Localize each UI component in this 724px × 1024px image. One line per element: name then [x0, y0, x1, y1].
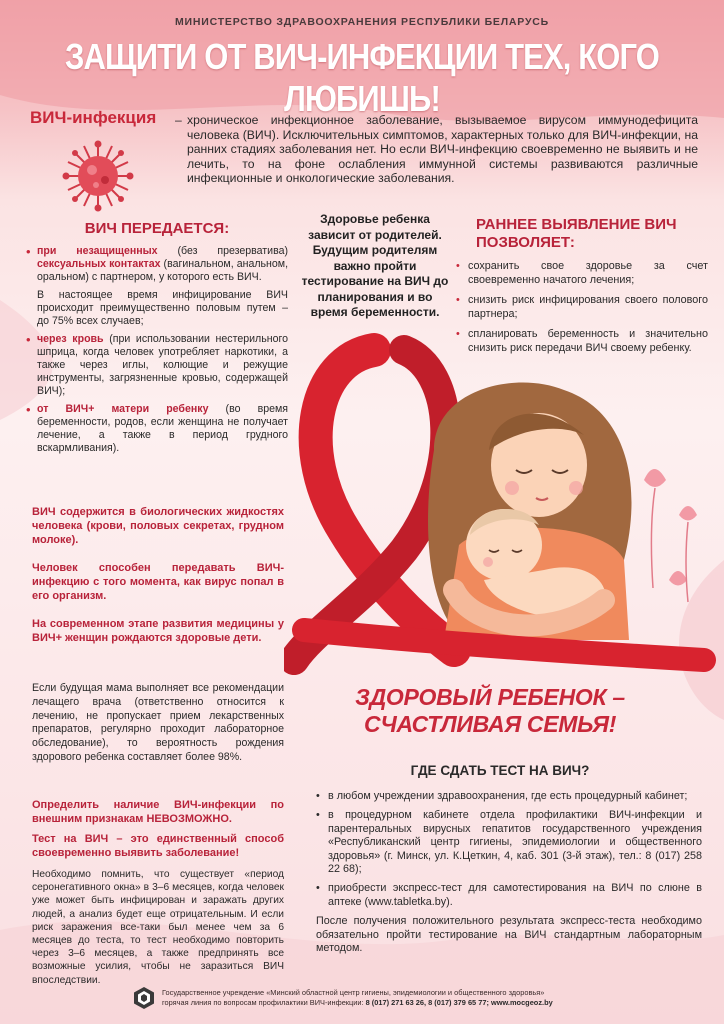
- footer: [0, 976, 724, 1024]
- fact-only-way: Тест на ВИЧ – это единственный способ своевременно выявить заболевание!: [32, 833, 284, 859]
- fact-impossible: Определить наличие ВИЧ-инфекции по внешним признакам НЕВОЗМОЖНО.: [32, 799, 284, 825]
- early-detection-section: [456, 216, 708, 362]
- list-item: • приобрести экспресс-тест для самотестирования на ВИЧ по слюне в аптеке (www.tabletka.by).: [316, 882, 702, 909]
- item-text: (без презерватива): [157, 245, 289, 257]
- fact-contagious: Человек способен передавать ВИЧ-инфекцию с того момента, как вирус попал в его организм.: [32, 562, 284, 602]
- test-heading: ГДЕ СДАТЬ ТЕСТ НА ВИЧ?: [410, 763, 590, 778]
- list-item: • в процедурном кабинете отдела профилактики ВИЧ-инфекции и парентеральных вирусных гепатитов государственного учреждения «Республиканский центр гигиены, эпидемиологии и общественного здоровья» (г. Минск, ул. К.Цеткин, 4, каб. 301 (3-й этаж), тел.: 8 (017) 258 22 68);: [316, 809, 702, 876]
- slogan: [320, 684, 660, 738]
- slogan-line-1: ЗДОРОВЫЙ РЕБЕНОК –: [355, 684, 625, 710]
- highlight-blood: через кровь: [37, 333, 104, 345]
- page-title: ЗАЩИТИ ОТ ВИЧ-ИНФЕКЦИИ ТЕХ, КОГО ЛЮБИШЬ!: [64, 36, 659, 119]
- transmission-list: [26, 245, 288, 284]
- ministry-name: МИНИСТЕРСТВО ЗДРАВООХРАНЕНИЯ РЕСПУБЛИКИ БЕЛАРУСЬ: [174, 16, 550, 28]
- test-locations-section: [316, 790, 702, 955]
- ribbon-mother-illustration: [284, 330, 724, 700]
- intro-dash: –: [175, 113, 182, 127]
- intro-block: [30, 108, 698, 186]
- intro-term: ВИЧ-инфекция: [30, 108, 157, 127]
- hotline-label: горячая линия по вопросам профилактики ВИЧ-инфекции:: [162, 998, 366, 1007]
- transmission-item-sexual: [26, 245, 288, 284]
- test-followup: После получения положительного результата экспресс-теста необходимо обязательно пройти тестирование на ВИЧ стандартным лабораторным методом.: [316, 915, 702, 955]
- hotline-contacts: 8 (017) 271 63 26, 8 (017) 379 65 77; www.mocgeoz.by: [365, 998, 553, 1007]
- highlight-sexual: сексуальных контактах: [37, 258, 161, 270]
- item-text: (во время беременности, родов, если женщина не получает лечение, а также в период грудного вскармливания).: [37, 403, 289, 454]
- fact-modern: На современном этапе развития медицины у ВИЧ+ женщин рождаются здоровые дети.: [32, 618, 284, 644]
- highlight-unprotected: при незащищенных: [37, 245, 158, 257]
- transmission-note: В настоящее время инфицирование ВИЧ происходит преимущественно половым путем – до 75% всех случаев;: [37, 289, 288, 327]
- transmission-heading: ВИЧ ПЕРЕДАЕТСЯ:: [84, 220, 230, 237]
- highlight-mother: от ВИЧ+ матери ребенку: [37, 403, 209, 415]
- fact-mother: Если будущая мама выполняет все рекомендации лечащего врача (ответственно относится к лечению, не пропускает прием лекарственных препаратов, регулярно проходит лабораторное обследование), то вероятность рождения здорового ребенка составляет более 98%.: [32, 682, 284, 763]
- parents-note: Здоровье ребенка зависит от родителей. Будущим родителям важно пройти тестирование на ВИЧ до планирования и во время беременности.: [301, 212, 449, 319]
- center-logo-icon: [132, 986, 156, 1010]
- test-locations-list: [316, 790, 702, 909]
- item-text: (вагинальном, анальном, оральном) с партнером, у которого есть ВИЧ.: [37, 258, 289, 283]
- list-item: • снизить риск инфицирования своего полового партнера;: [456, 294, 708, 321]
- slogan-line-2: СЧАСТЛИВАЯ СЕМЬЯ!: [363, 711, 617, 737]
- transmission-item-mother: [26, 403, 288, 455]
- early-detection-list: [456, 260, 708, 355]
- transmission-list-cont: [26, 333, 288, 455]
- fact-window: Необходимо помнить, что существует «период серонегативного окна» в 3–6 месяцев, когда человек уже может быть инфицирован и заражать других людей, а анализ будет еще отрицательным. И если риск заражения все-таки был менее чем за 6 месяцев до теста, то тест необходимо повторить через 3–6 месяцев, а также предпринять все возможные усилия, чтобы не заразиться ВИЧ впоследствии.: [32, 869, 284, 986]
- footer-organization: Государственное учреждение «Минский областной центр гигиены, эпидемиологии и общественного здоровья»: [162, 988, 545, 997]
- footer-text: [162, 988, 722, 1008]
- footer-hotline: [162, 998, 722, 1008]
- list-item: • сохранить свое здоровье за счет своевременно начатого лечения;: [456, 260, 708, 287]
- transmission-section: [26, 222, 288, 460]
- fact-fluids: ВИЧ содержится в биологических жидкостях человека (крови, половых секретах, грудном молоке).: [32, 506, 284, 546]
- list-item: • спланировать беременность и значительно снизить риск передачи ВИЧ своему ребенку.: [456, 328, 708, 355]
- item-text: (при использовании нестерильного шприца, когда человек употребляет наркотики, а также через иглы, колющие и режущие инструменты, загрязненные кровью, содержащей ВИЧ);: [37, 333, 288, 397]
- transmission-item-blood: [26, 333, 288, 398]
- list-item: • в любом учреждении здравоохранения, где есть процедурный кабинет;: [316, 790, 702, 803]
- early-detection-heading: РАННЕЕ ВЫЯВЛЕНИЕ ВИЧ ПОЗВОЛЯЕТ:: [476, 216, 677, 251]
- intro-definition: хроническое инфекционное заболевание, вызываемое вирусом иммунодефицита человека (ВИЧ). Исключительных симптомов, характерных только для ВИЧ-инфекции, на ранних стадиях заболевания нет. Но если ВИЧ-инфекцию своевременно не выявить и не лечить, то на фоне ослабления иммунной системы развиваются различные инфекционные и онкологические заболевания.: [187, 113, 698, 186]
